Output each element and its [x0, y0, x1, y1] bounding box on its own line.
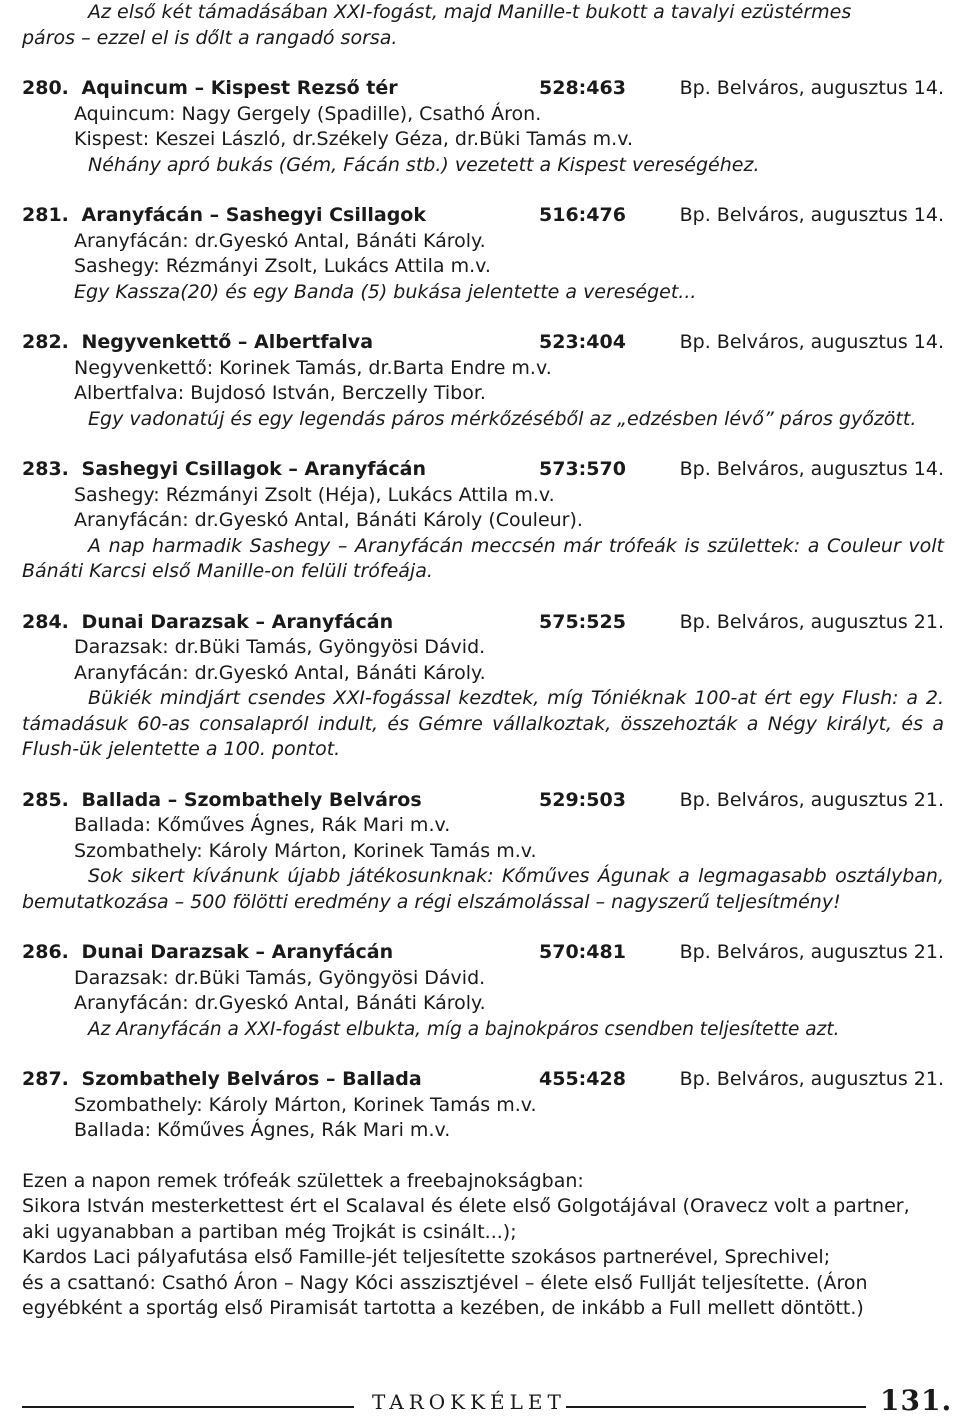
- match-comment: Sok sikert kívánunk újabb játékosunknak: Kőműves Águnak a legmagasabb osztályban, bemutatkozása – 500 fölötti eredmény a régi elszámolással – nagyszerű teljesítmény!: [22, 865, 944, 913]
- match-header: [22, 203, 944, 229]
- match-place: Bp. Belváros, augusztus 21.: [679, 788, 944, 811]
- match-teams: Aranyfácán – Sashegyi Csillagok: [81, 204, 426, 226]
- intro-line: páros – ezzel el is dőlt a rangadó sorsa.: [22, 26, 398, 49]
- footer-rule-left: [22, 1406, 354, 1408]
- match-number: 283.: [22, 458, 69, 480]
- match-header: [22, 330, 944, 356]
- intro-line: Az első két támadásában XXI-fogást, majd Manille-t bukott a tavalyi ezüstérmes: [88, 1, 852, 23]
- match-comment: Egy Kassza(20) és egy Banda (5) bukása jelentette a vereséget...: [74, 280, 697, 303]
- closing-line: Ezen a napon remek trófeák születtek a freebajnokságban:: [22, 1169, 584, 1192]
- match-teams: Dunai Darazsak – Aranyfácán: [81, 610, 394, 633]
- closing-line: és a csattanó: Csathó Áron – Nagy Kóci asszisztjével – élete első Fullját teljesítette. (Áron: [22, 1271, 868, 1294]
- team-players: Aranyfácán: dr.Gyeskó Antal, Bánáti Károly.: [74, 992, 486, 1014]
- match-score: 455:428: [539, 1068, 626, 1090]
- team-players: Aquincum: Nagy Gergely (Spadille), Csathó Áron.: [74, 102, 542, 125]
- match-header: [22, 788, 944, 814]
- match-header: [22, 940, 944, 966]
- closing-line: Kardos Laci pályafutása első Famille-jét teljesítette szokásos partnerével, Sprechivel;: [22, 1246, 831, 1268]
- team-players: Aranyfácán: dr.Gyeskó Antal, Bánáti Károly (Couleur).: [74, 509, 583, 531]
- team-players: Szombathely: Károly Márton, Korinek Tamás m.v.: [74, 1093, 537, 1116]
- match-header: [22, 610, 944, 636]
- page-body: [22, 0, 944, 1322]
- closing-line: egyébként a sportág első Piramisát tartotta a kezében, de inkább a Full mellett döntött.): [22, 1297, 864, 1319]
- match-score: 570:481: [539, 941, 626, 963]
- match-score: 516:476: [539, 204, 626, 226]
- match-teams: Negyvenkettő – Albertfalva: [81, 331, 374, 353]
- match-score: 528:463: [539, 77, 626, 99]
- match-place: Bp. Belváros, augusztus 21.: [679, 1068, 944, 1090]
- match-comment: A nap harmadik Sashegy – Aranyfácán meccsén már trófeák is születtek: a Couleur volt Bánáti Karcsi első Manille-on felüli trófeája.: [22, 534, 944, 582]
- team-players: Sashegy: Rézmányi Zsolt (Héja), Lukács Attila m.v.: [74, 483, 555, 506]
- match-number: 286.: [22, 941, 69, 963]
- match-header: [22, 1067, 944, 1093]
- match-teams: Dunai Darazsak – Aranyfácán: [81, 941, 394, 963]
- team-players: Kispest: Keszei László, dr.Székely Géza, dr.Büki Tamás m.v.: [74, 128, 634, 150]
- match-comment: Bükiék mindjárt csendes XXI-fogással kezdtek, míg Tóniéknak 100-at ért egy Flush: a 2. támadásuk 60-as consalapról indult, és Gémre vállalkoztak, összehozták a Négy királyt, és a Flush-ük jelentette a 100. pontot.: [22, 687, 944, 760]
- match-teams: Szombathely Belváros – Ballada: [81, 1068, 422, 1090]
- match-place: Bp. Belváros, augusztus 14.: [679, 204, 944, 226]
- page-number: 131.: [880, 1384, 953, 1417]
- match-score: 573:570: [539, 458, 626, 480]
- match-header: [22, 457, 944, 483]
- match-score: 523:404: [539, 331, 626, 353]
- match-number: 280.: [22, 77, 69, 99]
- match-place: Bp. Belváros, augusztus 21.: [679, 610, 944, 633]
- match-score: 575:525: [539, 610, 626, 633]
- match-number: 287.: [22, 1068, 69, 1090]
- match-place: Bp. Belváros, augusztus 21.: [679, 941, 944, 963]
- team-players: Sashegy: Rézmányi Zsolt, Lukács Attila m.v.: [74, 255, 491, 277]
- match-comment: Néhány apró bukás (Gém, Fácán stb.) vezetett a Kispest vereségéhez.: [88, 153, 760, 176]
- team-players: Ballada: Kőműves Ágnes, Rák Mari m.v.: [74, 1119, 451, 1141]
- match-teams: Sashegyi Csillagok – Aranyfácán: [81, 458, 426, 480]
- match-score: 529:503: [539, 788, 626, 811]
- page-footer: [0, 1384, 960, 1416]
- closing-line: aki ugyanabban a partiban még Trojkát is csinált...);: [22, 1220, 517, 1243]
- match-comment: Egy vadonatúj és egy legendás páros mérkőzéséből az „edzésben lévő” páros győzött.: [88, 407, 917, 430]
- match-place: Bp. Belváros, augusztus 14.: [679, 331, 944, 353]
- match-number: 284.: [22, 610, 69, 633]
- team-players: Szombathely: Károly Márton, Korinek Tamás m.v.: [74, 839, 537, 862]
- match-place: Bp. Belváros, augusztus 14.: [679, 77, 944, 99]
- closing-line: Sikora István mesterkettest ért el Scalaval és élete első Golgotájával (Oravecz volt a partner,: [22, 1195, 910, 1217]
- match-number: 281.: [22, 204, 69, 226]
- team-players: Darazsak: dr.Büki Tamás, Gyöngyösi Dávid.: [74, 636, 486, 658]
- match-place: Bp. Belváros, augusztus 14.: [679, 458, 944, 480]
- match-comment: Az Aranyfácán a XXI-fogást elbukta, míg a bajnokpáros csendben teljesítette azt.: [88, 1018, 840, 1040]
- match-teams: Aquincum – Kispest Rezső tér: [81, 77, 398, 99]
- match-number: 282.: [22, 331, 69, 353]
- team-players: Darazsak: dr.Büki Tamás, Gyöngyösi Dávid.: [74, 966, 486, 989]
- match-header: [22, 76, 944, 102]
- team-players: Negyvenkettő: Korinek Tamás, dr.Barta Endre m.v.: [74, 356, 552, 379]
- match-teams: Ballada – Szombathely Belváros: [81, 788, 422, 811]
- team-players: Ballada: Kőműves Ágnes, Rák Mari m.v.: [74, 814, 451, 836]
- team-players: Albertfalva: Bujdosó István, Berczelly Tibor.: [74, 382, 486, 404]
- match-number: 285.: [22, 788, 69, 811]
- magazine-title: TAROKKÉLET: [372, 1390, 566, 1414]
- team-players: Aranyfácán: dr.Gyeskó Antal, Bánáti Károly.: [74, 661, 486, 684]
- team-players: Aranyfácán: dr.Gyeskó Antal, Bánáti Károly.: [74, 229, 486, 252]
- footer-rule-right: [566, 1406, 866, 1408]
